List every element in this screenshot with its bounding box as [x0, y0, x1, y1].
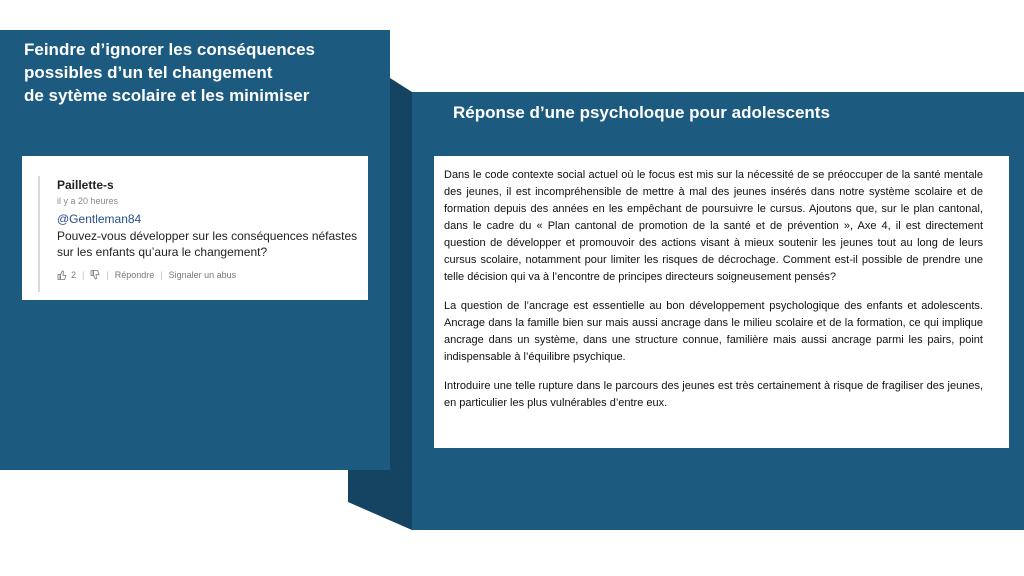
reply-link[interactable]: Répondre: [114, 270, 155, 280]
comment-timestamp: il y a 20 heures: [57, 196, 119, 206]
comment-text: Pouvez-vous développer sur les conséquences néfastes sur les enfants qu’aura le changement?: [57, 229, 358, 259]
thumb-down-icon[interactable]: [90, 270, 100, 280]
like-button[interactable]: [57, 270, 76, 280]
separator: |: [82, 270, 85, 280]
response-text-card: [434, 156, 1009, 448]
thumb-up-icon: [57, 270, 67, 280]
left-title-line-3: de sytème scolaire et les minimiser: [24, 86, 310, 105]
left-title-line-1: Feindre d’ignorer les conséquences: [24, 40, 315, 59]
comment-mention[interactable]: @Gentleman84: [57, 212, 142, 226]
separator: |: [160, 270, 163, 280]
comment-author: Paillette-s: [57, 178, 114, 192]
response-paragraph-3: Introduire une telle rupture dans le parcours des jeunes est très certainement à risque de fragiliser des jeunes, en particulier les plus vulnérables d’entre eux.: [444, 380, 983, 409]
like-count: 2: [71, 270, 77, 280]
comment-body: [38, 176, 358, 292]
separator: |: [106, 270, 109, 280]
report-link[interactable]: Signaler un abus: [168, 270, 237, 280]
left-title-line-2: possibles d’un tel changement: [24, 63, 273, 82]
comment-actions: [57, 270, 358, 280]
left-panel-title: [24, 38, 364, 107]
right-panel-title: Réponse d’une psycholoque pour adolescents: [453, 103, 830, 122]
comment-card: [22, 156, 368, 300]
response-paragraph-1: Dans le code contexte social actuel où le focus est mis sur la nécessité de se préoccuper de la santé mentale des jeunes, il est incompréhensible de mettre à mal des jeunes insérés dans notre système scolaire et de formation depuis des années en les empêchant de poursuivre le cursus. Ajoutons que, sur le plan cantonal, dans le cadre du « Plan cantonal de promotion de la santé et de prévention », Axe 4, il est directement question de développer et promouvoir des actions visant à mieux soutenir les jeunes tout au long de leurs cursus scolaire, notamment pour limiter les risques de décrochage. Comment est-il possible de prendre une telle décision qui va à l’encontre de principes directeurs soigneusement pensés?: [444, 169, 983, 283]
response-paragraph-2: La question de l’ancrage est essentielle au bon développement psychologique des enfants et adolescents. Ancrage dans la famille bien sur mais aussi ancrage dans le milieu scolaire et de la formation, ce qui implique ancrage dans un système, dans une structure connue, familière mais aussi ancrage parmi les pairs, point indispensable à l’équilibre psychique.: [444, 300, 983, 363]
